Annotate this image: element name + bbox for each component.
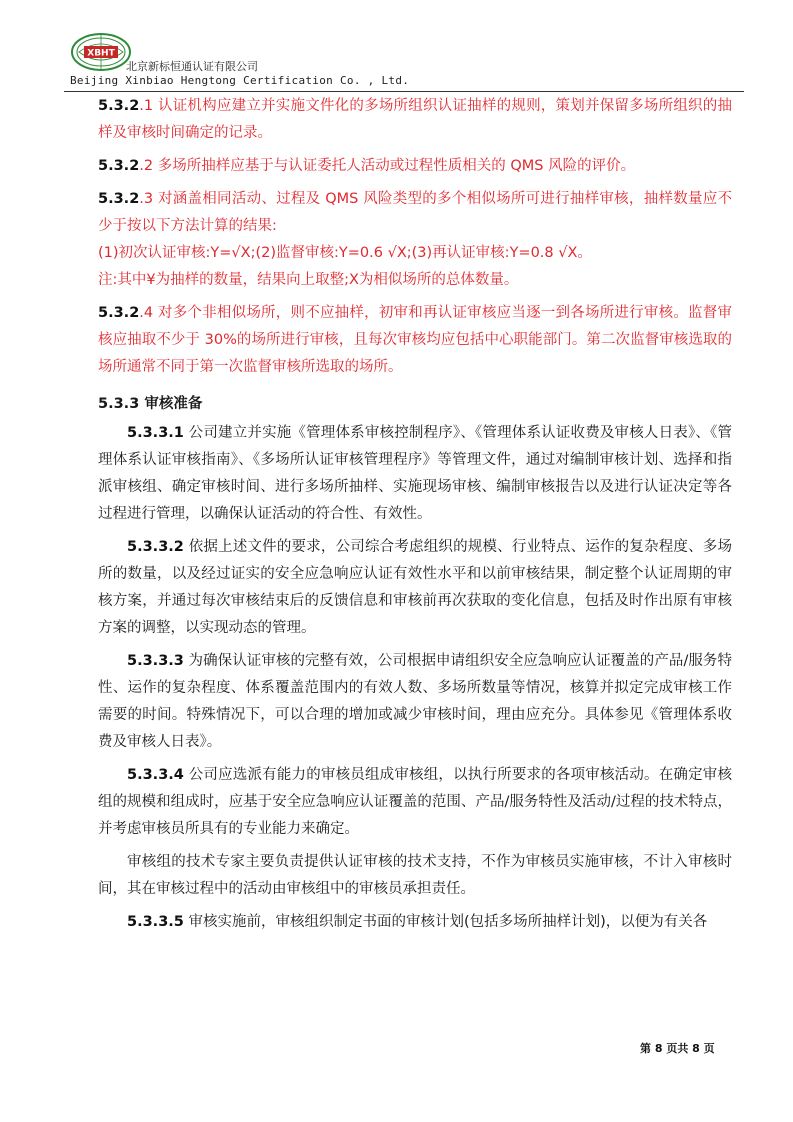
section-number: 5.3.3 [98, 396, 140, 412]
header-rule [64, 91, 744, 92]
company-name-en: Beijing Xinbiao Hengtong Certification Co. , Ltd. [70, 74, 410, 87]
clause-5-3-3-5 [98, 909, 732, 936]
clause-number: 5.3.2 [98, 98, 140, 114]
clause-number: 5.3.3.4 [127, 767, 184, 783]
clause-5-3-2-1 [98, 93, 732, 147]
clause-text: 公司建立并实施《管理体系审核控制程序》、《管理体系认证收费及审核人日表》、《管理体系认证审核指南》、《多场所认证审核管理程序》等管理文件，通过对编制审核计划、选择和指派审核组、确定审核时间、进行多场所抽样、实施现场审核、编制审核报告以及进行认证决定等各过程进行管理，以确保认证活动的符合性、有效性。 [98, 425, 732, 522]
company-logo [70, 32, 132, 72]
clause-text: 公司应选派有能力的审核员组成审核组，以执行所要求的各项审核活动。在确定审核组的规模和组成时，应基于安全应急响应认证覆盖的范围、产品/服务特性及活动/过程的技术特点，并考虑审核员所具有的专业能力来确定。 [98, 767, 732, 837]
logo-text: XBHT [87, 48, 115, 59]
clause-text: 为确保认证审核的完整有效，公司根据申请组织安全应急响应认证覆盖的产品/服务特性、运作的复杂程度、体系覆盖范围内的有效人数、多场所数量等情况，核算并拟定完成审核工作需要的时间。特殊情况下，可以合理的增加或减少审核时间，理由应充分。具体参见《管理体系收费及审核人日表》。 [98, 653, 732, 750]
clause-subnumber: .3 [139, 191, 154, 207]
clause-subnumber: .1 [139, 98, 154, 114]
clause-5-3-3-2 [98, 534, 732, 642]
clause-number: 5.3.2 [98, 158, 140, 174]
clause-text: 审核实施前，审核组织制定书面的审核计划(包括多场所抽样计划)，以便为有关各 [183, 914, 708, 930]
company-name-cn: 北京新标恒通认证有限公司 [126, 60, 258, 73]
clause-number: 5.3.3.2 [127, 539, 184, 555]
clause-subnumber: .4 [139, 305, 154, 321]
clause-number: 5.3.2 [98, 305, 140, 321]
clause-subnumber: .2 [139, 158, 154, 174]
clause-text: 对多个非相似场所，则不应抽样，初审和再认证审核应当逐一到各场所进行审核。监督审核应抽取不少于 30%的场所进行审核，且每次审核均应包括中心职能部门。第二次监督审核选取的场所通常不同于第一次监督审核所选取的场所。 [98, 305, 732, 375]
clause-5-3-2-4 [98, 300, 732, 381]
section-title: 审核准备 [144, 396, 203, 412]
clause-text: 多场所抽样应基于与认证委托人活动或过程性质相关的 QMS 风险的评价。 [153, 158, 636, 174]
page-header [64, 30, 744, 92]
clause-5-3-2-3 [98, 186, 732, 240]
document-body [98, 93, 732, 936]
clause-text: 认证机构应建立并实施文件化的多场所组织认证抽样的规则，策划并保留多场所组织的抽样及审核时间确定的记录。 [98, 98, 732, 141]
clause-number: 5.3.3.3 [127, 653, 184, 669]
clause-5-3-3-1 [98, 420, 732, 528]
section-heading-5-3-3 [98, 391, 732, 418]
clause-number: 5.3.2 [98, 191, 140, 207]
clause-text: 依据上述文件的要求，公司综合考虑组织的规模、行业特点、运作的复杂程度、多场所的数量，以及经过证实的安全应急响应认证有效性水平和以前审核结果，制定整个认证周期的审核方案，并通过每次审核结束后的反馈信息和审核前再次获取的变化信息，包括及时作出原有审核方案的调整，以实现动态的管理。 [98, 539, 732, 636]
clause-5-3-3-3 [98, 648, 732, 756]
clause-number: 5.3.3.1 [127, 425, 184, 441]
clause-text: 对涵盖相同活动、过程及 QMS 风险类型的多个相似场所可进行抽样审核，抽样数量应不少于按以下方法计算的结果: [98, 191, 732, 234]
clause-5-3-3-4 [98, 762, 732, 843]
page-number: 第 8 页共 8 页 [640, 1042, 715, 1055]
clause-number: 5.3.3.5 [127, 914, 184, 930]
clause-5-3-2-2 [98, 153, 732, 180]
sampling-formula: (1)初次认证审核:Y=√X;(2)监督审核:Y=0.6 √X;(3)再认证审核:Y=0.8 √X。 [98, 245, 592, 261]
technical-expert-paragraph: 审核组的技术专家主要负责提供认证审核的技术支持，不作为审核员实施审核，不计入审核时间，其在审核过程中的活动由审核组中的审核员承担责任。 [98, 854, 732, 897]
formula-note: 注:其中¥为抽样的数量，结果向上取整;X为相似场所的总体数量。 [98, 272, 519, 288]
